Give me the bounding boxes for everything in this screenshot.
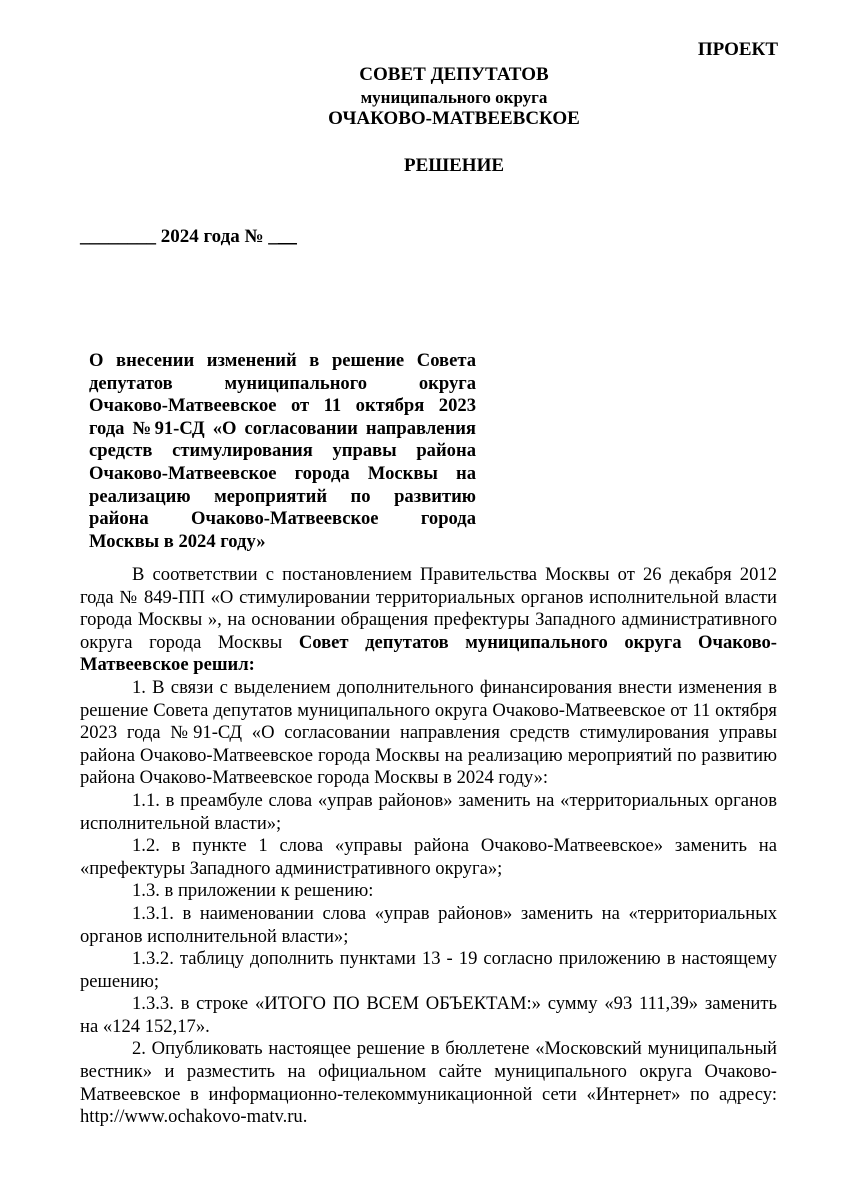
subject-line: района Очаково-Матвеевское города (89, 508, 476, 530)
subject-line: Очаково-Матвеевское от 11 октября 2023 (89, 395, 476, 417)
draft-label: ПРОЕКТ (697, 39, 778, 60)
item-paragraph: 1.3. в приложении к решению: (132, 880, 374, 902)
item-paragraph: 1. В связи с выделением дополнительного финансирования внести изменения в решение Совета депутатов муниципального округа Очаково-Матвеевское от 11 октября 2023 года №91-СД «О согласовании направления средств стимулирования управы района Очаково-Матвеевское города Москвы на реализацию мероприятий по развитию района Очаково-Матвеевское города Москвы в 2024 году»: (80, 676, 777, 789)
subject-line: Москвы в 2024 году» (89, 530, 266, 552)
item-paragraph: 1.3.3. в строке «ИТОГО ПО ВСЕМ ОБЪЕКТАМ:» сумму «93 111,39» заменить на «124 152,17». (80, 993, 777, 1037)
subject-line: средств стимулирования управы района (89, 440, 476, 462)
number-blank: __ (277, 226, 297, 247)
document-type: РЕШЕНИЕ (403, 155, 505, 176)
date-text: ________ 2024 года № _ (80, 226, 278, 247)
item-paragraph: 2. Опубликовать настоящее решение в бюллетене «Московский муниципальный вестник» и разместить на официальном сайте муниципального округа Очаково-Матвеевское в информационно-телекоммуникационной сети «Интернет» по адресу: http://www.ochakovo-matv.ru. (80, 1038, 777, 1128)
item-paragraph: 1.3.2. таблицу дополнить пунктами 13 - 19 согласно приложению в настоящему решению; (80, 948, 777, 992)
preamble-paragraph (80, 564, 777, 677)
subject-line: года №91-СД «О согласовании направления (89, 417, 476, 439)
org-subtitle: муниципального округа (360, 88, 548, 107)
org-name: СОВЕТ ДЕПУТАТОВ (359, 64, 549, 85)
subject-line: О внесении изменений в решение Совета (89, 350, 476, 371)
date-number-line (80, 226, 297, 248)
subject-line: депутатов муниципального округа (89, 372, 476, 394)
subject-line: Очаково-Матвеевское города Москвы на (89, 462, 476, 484)
item-paragraph: 1.1. в преамбуле слова «управ районов» заменить на «территориальных органов исполнительной власти»; (80, 789, 777, 834)
preamble-text: В соответствии с постановлением Правительства Москвы от 26 декабря 2012 года № 849-ПП «О стимулировании территориальных органов исполнительной власти города Москвы », на основании обращения префектуры Западного административного округа города Москвы (80, 564, 777, 653)
item-paragraph: 1.3.1. в наименовании слова «управ районов» заменить на «территориальных органов исполнительной власти»; (80, 902, 777, 947)
item-paragraph: 1.2. в пункте 1 слова «управы района Очаково-Матвеевское» заменить на «префектуры Западного административного округа»; (80, 835, 777, 879)
document-body (80, 564, 777, 1129)
district-name: ОЧАКОВО-МАТВЕЕВСКОЕ (328, 108, 580, 129)
subject-title (89, 350, 476, 553)
preamble-resolution: Совет депутатов муниципального округа Очаково-Матвеевское решил: (80, 631, 777, 676)
subject-line: реализацию мероприятий по развитию (89, 485, 476, 507)
